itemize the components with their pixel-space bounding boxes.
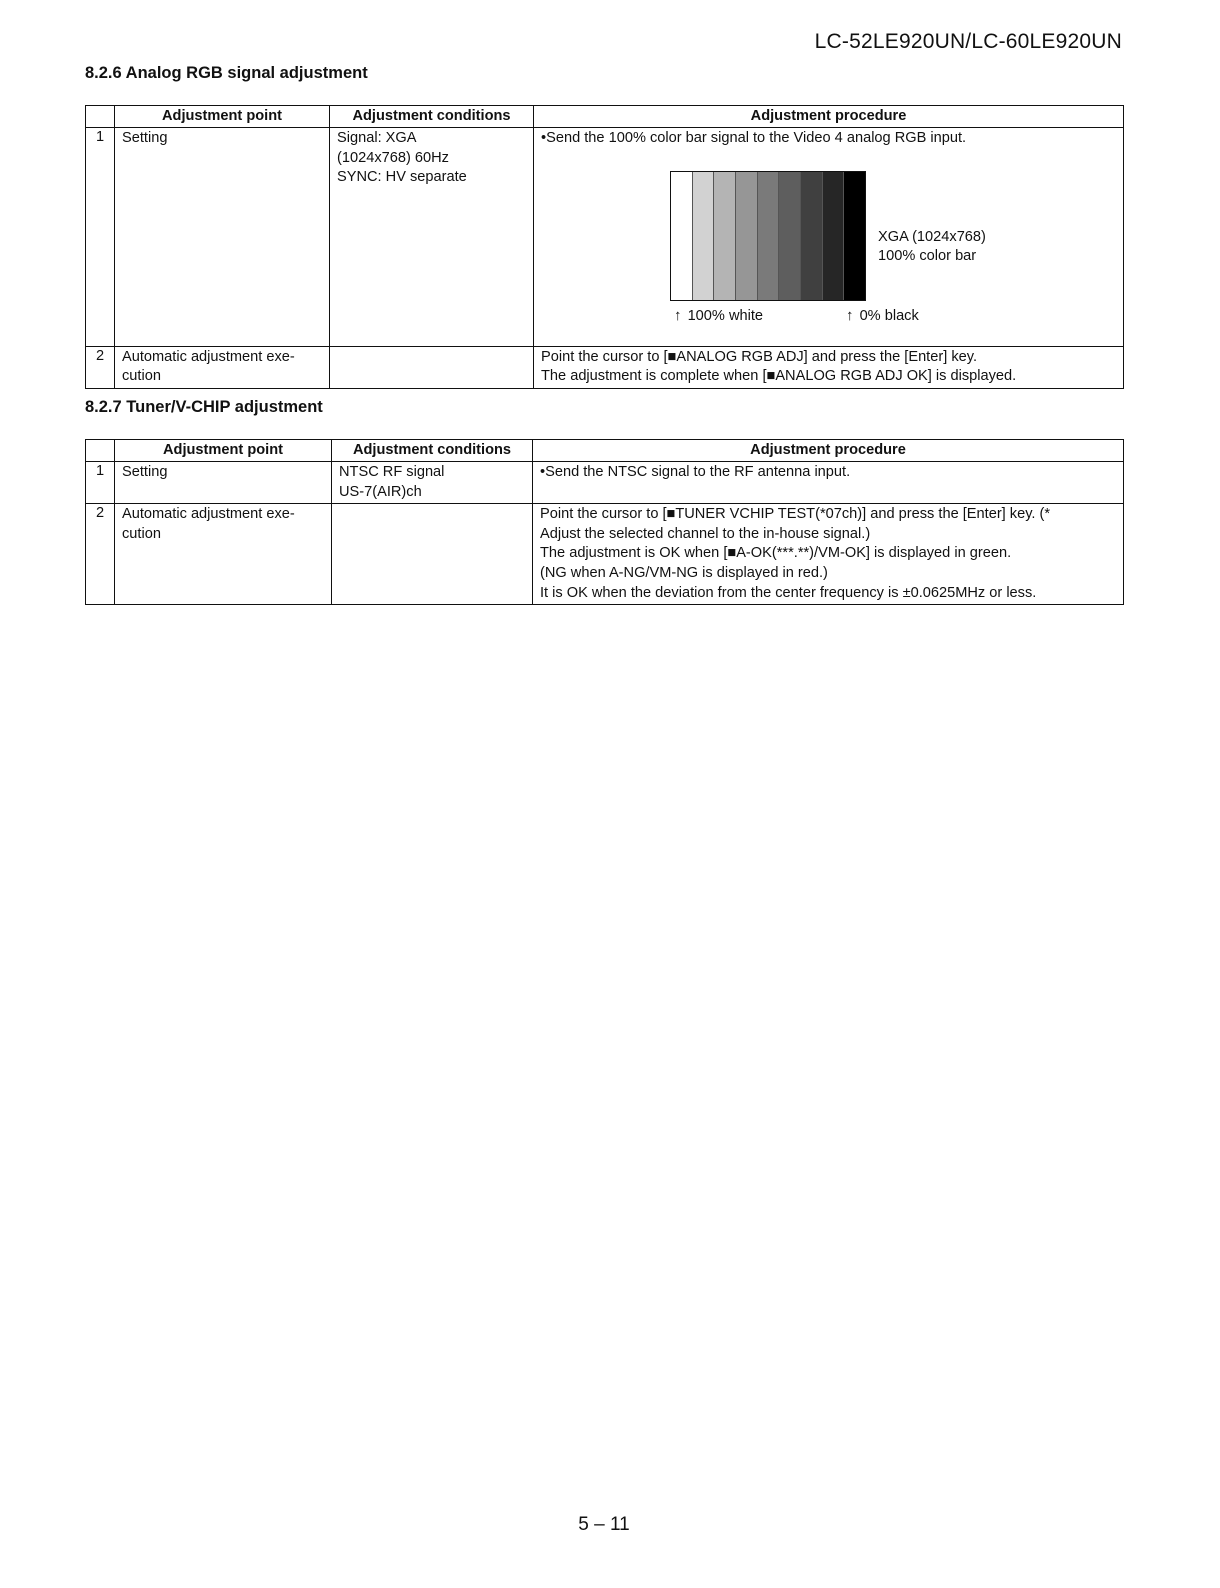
adjustment-point: Setting [115,128,330,347]
col-header-point: Adjustment point [115,440,332,462]
row-number: 2 [86,346,115,388]
color-bar-stripe [822,172,844,300]
tuner-vchip-table [85,439,1124,605]
adjustment-point: Automatic adjustment exe- cution [115,346,330,388]
color-bar-stripe [757,172,779,300]
adjustment-procedure: Point the cursor to [■TUNER VCHIP TEST(*07ch)] and press the [Enter] key. (* Adjust the selected channel to the in-house signal.) The adjustment is OK when [■A-OK(***.**)/VM-OK] is displayed in green. (NG when A-NG/VM-NG is displayed in red.) It is OK when the deviation from the center frequency is ±0.0625MHz or less. [533,504,1124,605]
up-arrow-icon: ↑ [846,306,854,324]
section-title-analog-rgb: 8.2.6 Analog RGB signal adjustment [85,64,368,82]
color-bar-stripe [800,172,822,300]
adjustment-conditions: NTSC RF signal US-7(AIR)ch [332,462,533,504]
table-row [86,128,1124,347]
color-bar-stripe [692,172,714,300]
color-bar-stripe [713,172,735,300]
col-header-conditions: Adjustment conditions [330,106,534,128]
color-bar-pattern [670,171,866,301]
color-bar-figure [541,149,1117,345]
col-header-procedure: Adjustment procedure [533,440,1124,462]
row-number: 1 [86,128,115,347]
section-title-tuner-vchip: 8.2.7 Tuner/V-CHIP adjustment [85,398,323,416]
row-number: 1 [86,462,115,504]
adjustment-procedure: •Send the 100% color bar signal to the Video 4 analog RGB input. XGA (1024x768) 100% color bar ↑ 100% white ↑ 0% black [534,128,1124,347]
color-bar-stripe [671,172,692,300]
color-bar-stripe [843,172,865,300]
col-header-num [86,440,115,462]
analog-rgb-table [85,105,1124,389]
adjustment-procedure: Point the cursor to [■ANALOG RGB ADJ] and press the [Enter] key. The adjustment is complete when [■ANALOG RGB ADJ OK] is displayed. [534,346,1124,388]
col-header-conditions: Adjustment conditions [332,440,533,462]
adjustment-conditions [332,504,533,605]
adjustment-conditions: Signal: XGA (1024x768) 60Hz SYNC: HV separate [330,128,534,347]
adjustment-procedure: •Send the NTSC signal to the RF antenna input. [533,462,1124,504]
col-header-num [86,106,115,128]
row-number: 2 [86,504,115,605]
up-arrow-icon: ↑ [674,306,682,324]
col-header-procedure: Adjustment procedure [534,106,1124,128]
table-header-row [86,106,1124,128]
adjustment-point: Automatic adjustment exe- cution [115,504,332,605]
table-row [86,462,1124,504]
color-bar-stripe [778,172,800,300]
adjustment-conditions [330,346,534,388]
table-row [86,504,1124,605]
color-bar-caption: XGA (1024x768) 100% color bar [878,228,986,265]
color-bar-stripe [735,172,757,300]
black-label: ↑ 0% black [846,306,919,324]
col-header-point: Adjustment point [115,106,330,128]
page-number: 5 – 11 [578,1514,630,1535]
model-number: LC-52LE920UN/LC-60LE920UN [814,30,1122,53]
table-header-row [86,440,1124,462]
table-row [86,346,1124,388]
adjustment-point: Setting [115,462,332,504]
white-label: ↑ 100% white [674,306,764,324]
